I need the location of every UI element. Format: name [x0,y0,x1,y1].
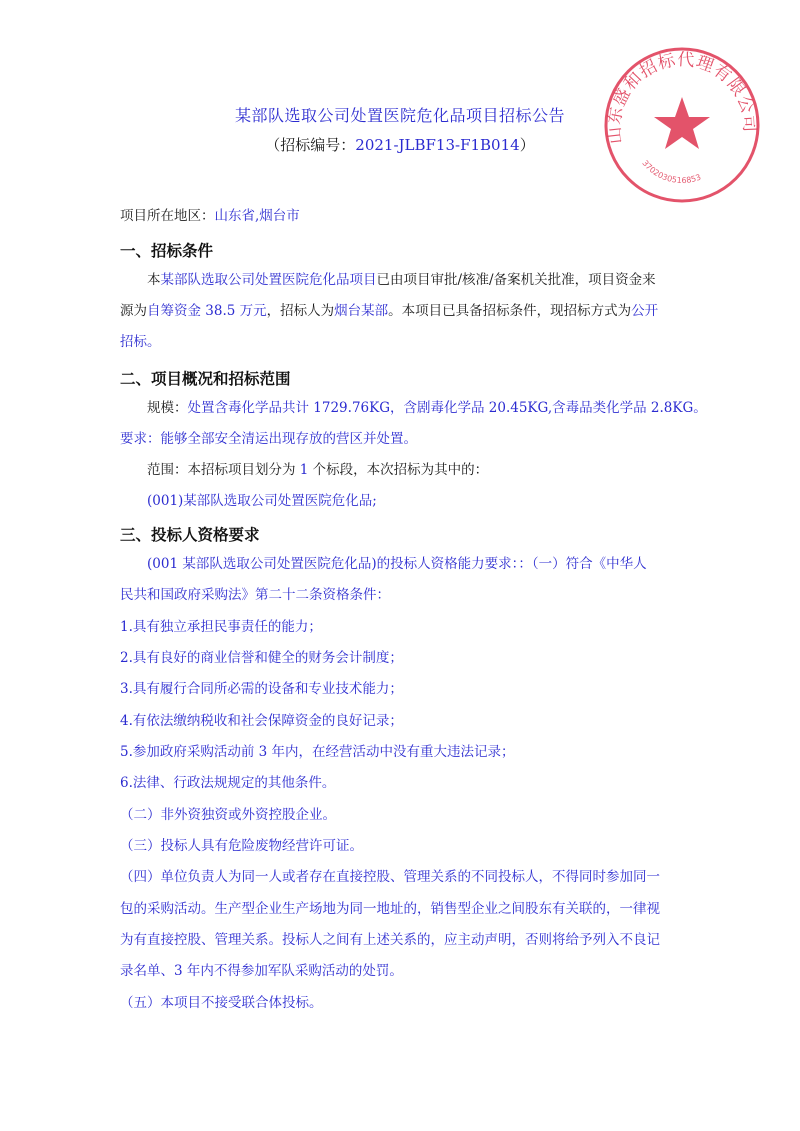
seal-number: 3702030516853 [640,158,703,186]
qualification-item: 包的采购活动。生产型企业生产场地为同一地址的，销售型企业之间股东有关联的，一律视 [120,901,660,917]
sec1-line-1 [147,270,727,290]
text: 源为 [120,303,147,319]
sec1-line-3 [120,332,700,352]
qualification-item: （三）投标人具有危险废物经营许可证。 [120,838,363,854]
qualification-item: 2.具有良好的商业信誉和健全的财务会计制度； [120,650,403,666]
scale-value: 处置含毒化学品共计 1729.76KG，含剧毒化学品 20.45KG,含毒品类化学品 2.8KG。 [187,400,707,416]
location-value: 山东省,烟台市 [214,208,300,224]
sec1-line-2 [120,301,700,321]
qualification-item: 录名单、3 年内不得参加军队采购活动的处罚。 [120,963,403,979]
tenderer: 烟台某部 [334,303,389,319]
qualification-item: 6.法律、行政法规规定的其他条件。 [120,775,336,791]
qualification-item: 5.参加政府采购活动前 3 年内，在经营活动中没有重大违法记录； [120,744,515,760]
text: 已由项目审批/核准/备案机关批准，项目资金来 [376,272,656,288]
sec2-scale [147,398,727,418]
location-label: 项目所在地区： [120,208,215,224]
seal-company-name: 山东盛和招标代理有限公司 [604,49,760,145]
text: 个标段，本次招标为其中的： [308,462,489,478]
section-1-heading: 一、招标条件 [120,241,214,260]
text: 范围：本招标项目划分为 [147,462,300,478]
qualification-item: 4.有依法缴纳税收和社会保障资金的良好记录； [120,713,403,729]
section-2-heading: 二、项目概况和招标范围 [120,369,291,388]
text: 规模： [147,400,188,416]
sec2-requirement: 要求：能够全部安全清运出现存放的营区并处置。 [120,431,417,447]
sec3-line-1: (001 某部队选取公司处置医院危化品)的投标人资格能力要求：：（一）符合《中华人 [147,556,647,572]
tender-code-prefix: （招标编号： [265,136,356,154]
tender-code-suffix: ） [519,136,535,154]
section-3-heading: 三、投标人资格要求 [120,525,260,544]
sec2-lot: (001)某部队选取公司处置医院危化品; [147,493,377,509]
funding: 自筹资金 38.5 万元 [147,303,267,319]
sec3-line-2: 民共和国政府采购法》第二十二条资格条件： [120,587,390,603]
tender-method: 公开 [631,303,659,319]
project-name: 某部队选取公司处置医院危化品项目 [160,272,377,288]
tender-code: 2021-JLBF13-F1B014 [355,136,520,154]
qualification-item: 为有直接控股、管理关系。投标人之间有上述关系的，应主动声明，否则将给予列入不良记 [120,932,660,948]
qualification-item: （二）非外资独资或外资控股企业。 [120,807,336,823]
qualification-item: （五）本项目不接受联合体投标。 [120,995,323,1011]
qualification-item: 3.具有履行合同所必需的设备和专业技术能力； [120,681,403,697]
qualification-item: 1.具有独立承担民事责任的能力； [120,619,322,635]
lot-count: 1 [299,462,309,478]
sec2-range [147,460,727,480]
text: ，招标人为 [266,303,335,319]
project-location [120,206,700,226]
tender-code-line [0,134,800,155]
qualification-item: （四）单位负责人为同一人或者存在直接控股、管理关系的不同投标人，不得同时参加同一 [120,869,660,885]
text: 本 [147,272,161,288]
page-title: 某部队选取公司处置医院危化品项目招标公告 [234,106,565,125]
svg-text:3702030516853 [640,159,702,186]
text: 。本项目已具备招标条件，现招标方式为 [388,303,632,319]
text: 招标。 [120,334,161,350]
